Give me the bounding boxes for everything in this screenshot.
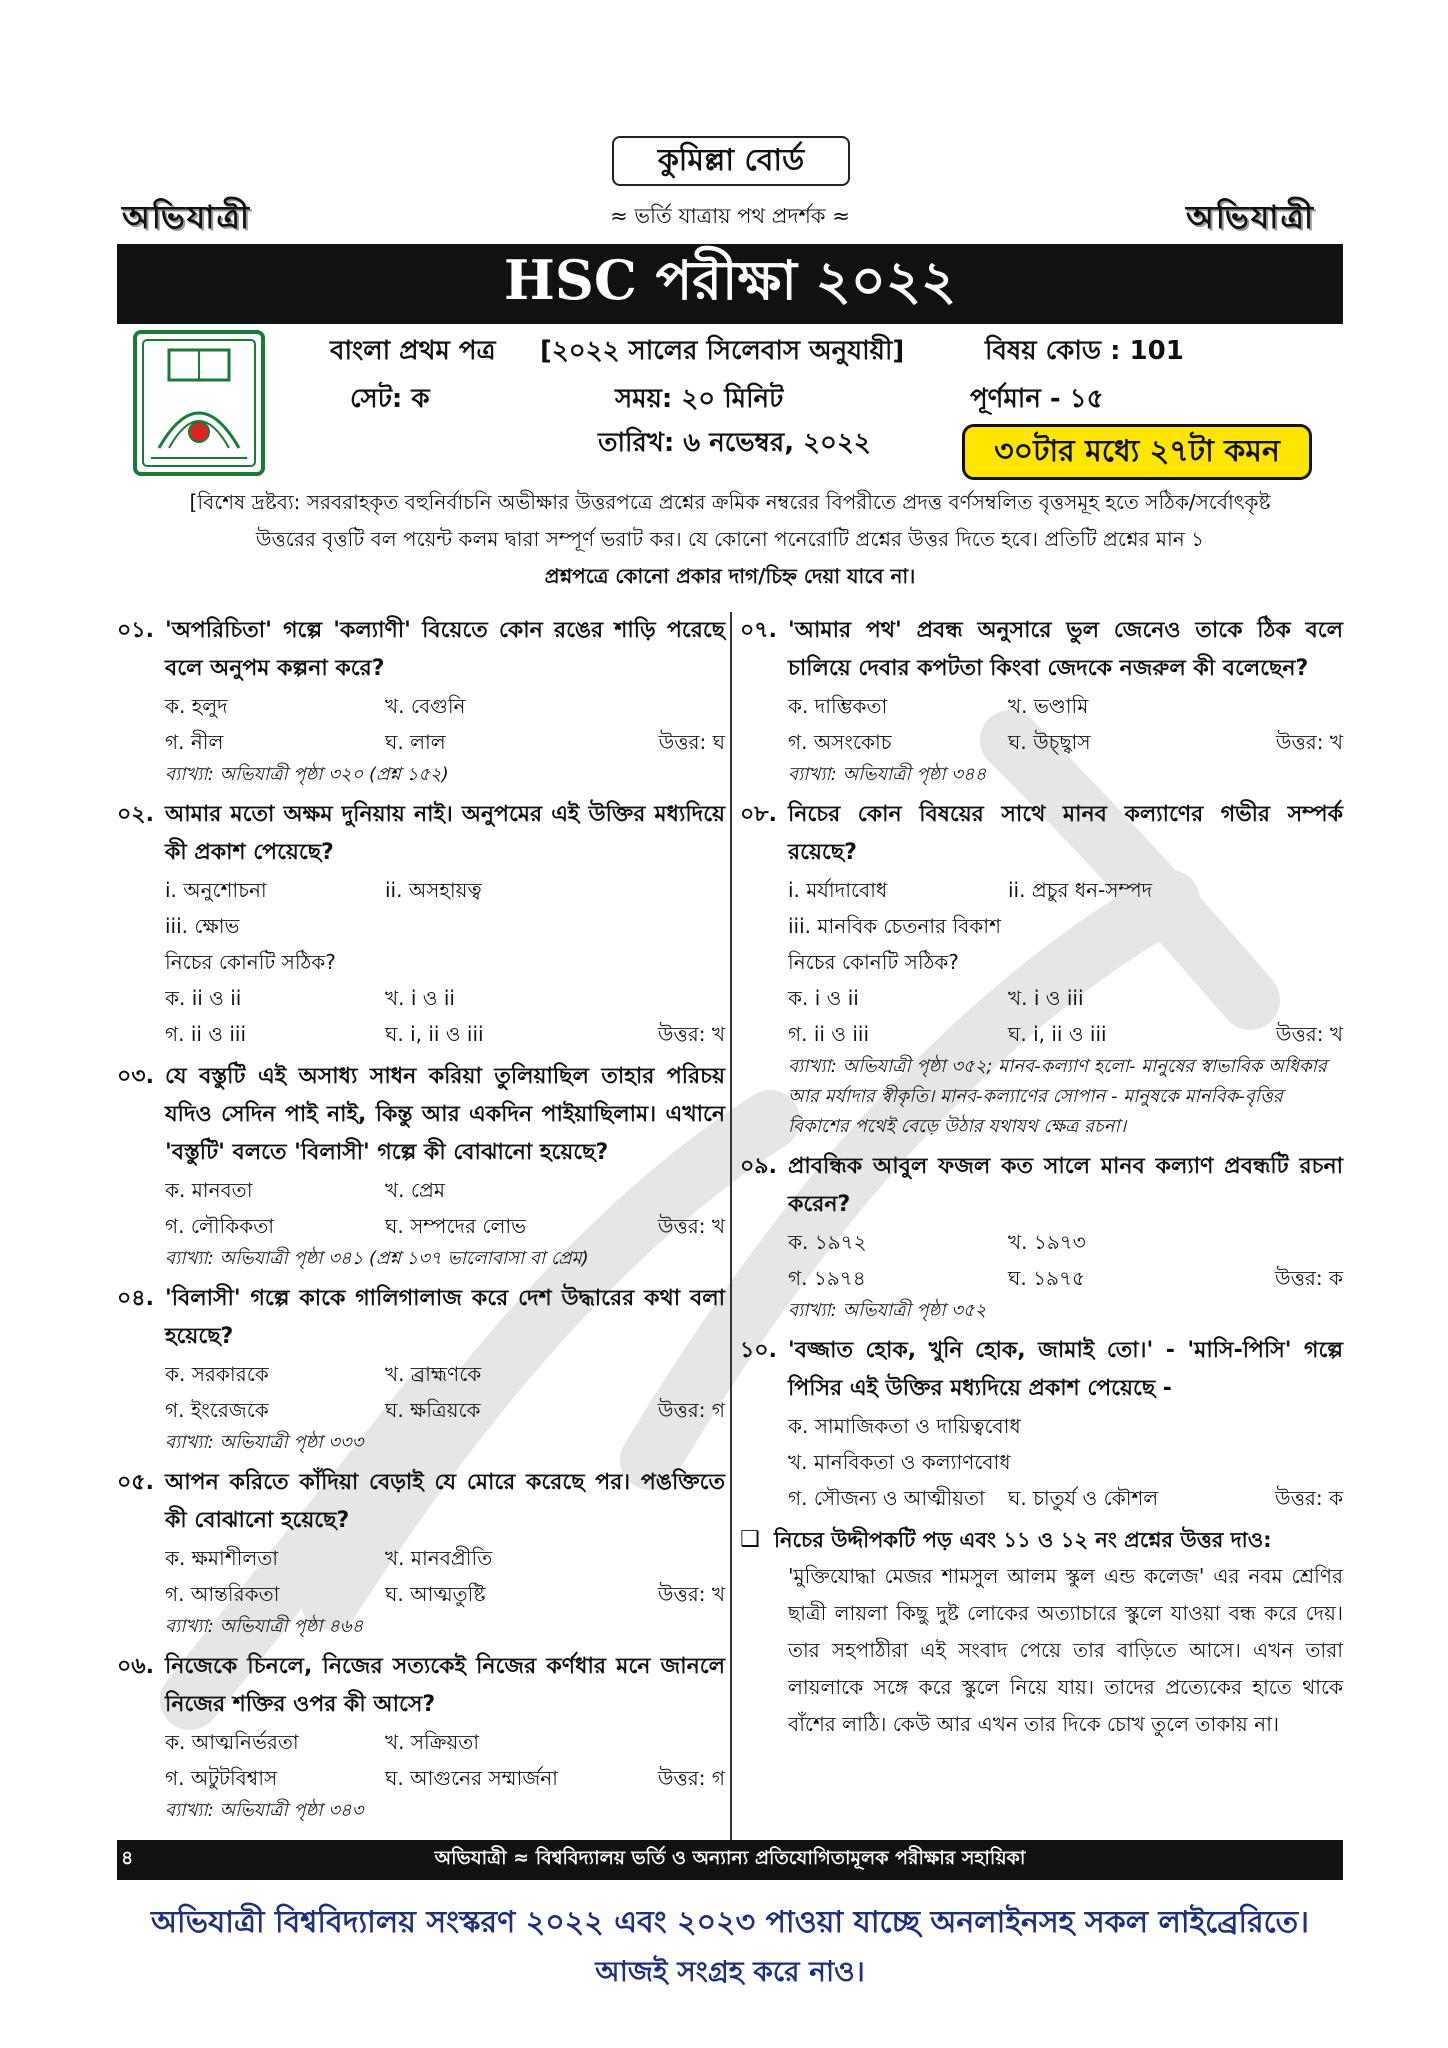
option: খ. বেগুনি: [385, 694, 466, 718]
explanation: ব্যাখ্যা: অভিযাত্রী পৃষ্ঠা ৩৫২; মানব-কল্যাণ হলো- মানুষের স্বাভাবিক অধিকার আর মর্যাদার স্বীকৃতি। মানব-কল্যাণের সোপান - মানুষকে মানবিক-বৃত্তির বিকাশের পথেই বেড়ে উঠার যথাযথ ক্ষেত্র রচনা।: [788, 1056, 1327, 1137]
option: ক. হলুদ: [165, 694, 228, 718]
question-item: [117, 1058, 725, 1274]
option: ঘ. আত্মতুষ্টি: [385, 1582, 486, 1606]
option: গ. লৌকিকতা: [165, 1214, 275, 1238]
question-number: ০৬.: [117, 1654, 154, 1679]
questions-left-column: [117, 612, 725, 1832]
answer-label: উত্তর: গ: [657, 1766, 725, 1790]
option: খ. ব্রাহ্মণকে: [385, 1362, 482, 1386]
option: খ. i ও ii: [385, 986, 455, 1010]
time-label: সময়: ২০ মিনিট: [615, 384, 784, 414]
explanation: ব্যাখ্যা: অভিযাত্রী পৃষ্ঠা ৩৪১ (প্রশ্ন ১৩৭ ভালোবাসা বা প্রেম): [165, 1248, 589, 1269]
option: ক. সামাজিকতা ও দায়িত্ববোধ: [788, 1414, 1021, 1438]
instruction-notice: [117, 484, 1343, 595]
full-marks: পূর্ণমান - ১৫: [970, 384, 1104, 414]
question-text: আপন করিতে কাঁদিয়া বেড়াই যে মোরে করেছে পর। পঙক্তিতে কী বোঝানো হয়েছে?: [165, 1470, 725, 1533]
question-number: ১০.: [740, 1338, 777, 1363]
explanation: ব্যাখ্যা: অভিযাত্রী পৃষ্ঠা ৩৪৩: [165, 1800, 364, 1821]
statement-item: iii. ক্ষোভ: [165, 914, 240, 938]
option: ঘ. চাতুর্য ও কৌশল: [1008, 1486, 1159, 1510]
prompt-text: নিচের কোনটি সঠিক?: [788, 950, 959, 974]
statement-item: ii. প্রচুর ধন-সম্পদ: [1008, 878, 1153, 902]
question-item: [117, 1648, 725, 1826]
option: খ. মানবিকতা ও কল্যাণবোধ: [788, 1450, 1011, 1474]
subject-code: বিষয় কোড : 101: [985, 336, 1184, 366]
board-seal-icon: [131, 328, 267, 478]
option: ক. সরকারকে: [165, 1362, 269, 1386]
explanation: ব্যাখ্যা: অভিযাত্রী পৃষ্ঠা ৩৫২: [788, 1300, 987, 1321]
answer-label: উত্তর: ক: [1275, 1486, 1343, 1510]
answer-label: উত্তর: খ: [1275, 730, 1343, 754]
option: গ. আন্তরিকতা: [165, 1582, 280, 1606]
question-item: [117, 1280, 725, 1458]
option: ঘ. ক্ষত্রিয়কে: [385, 1398, 481, 1422]
option: ক. ক্ষমাশীলতা: [165, 1546, 279, 1570]
brand-logo-right: অভিযাত্রী: [1186, 198, 1316, 236]
exam-title: HSC পরীক্ষা ২০২২: [503, 248, 957, 312]
option: ক. i ও ii: [788, 986, 859, 1010]
common-badge: ৩০টার মধ্যে ২৭টা কমন: [962, 424, 1312, 480]
question-text: 'অপরিচিতা' গল্পে 'কল্যাণী' বিয়েতে কোন রঙের শাড়ি পরেছে বলে অনুপম কল্পনা করে?: [165, 618, 725, 681]
question-text: 'আমার পথ' প্রবন্ধ অনুসারে ভুল জেনেও তাকে ঠিক বলে চালিয়ে দেবার কপটতা কিংবা জেদকে নজরুল কী বলেছেন?: [788, 618, 1343, 681]
statement-item: i. অনুশোচনা: [165, 878, 267, 902]
question-number: ০১.: [117, 618, 154, 643]
question-text: 'বজ্জাত হোক, খুনি হোক, জামাই তো।' - 'মাসি-পিসি' গল্পে পিসির এই উক্তির মধ্যদিয়ে প্রকাশ পেয়েছে -: [788, 1338, 1343, 1401]
explanation: ব্যাখ্যা: অভিযাত্রী পৃষ্ঠা ৩৩৩: [165, 1432, 364, 1453]
option: গ. ইংরেজকে: [165, 1398, 269, 1422]
option: ঘ. i, ii ও iii: [385, 1022, 484, 1046]
option: ঘ. আগুনের সম্মার্জনা: [385, 1766, 558, 1790]
question-item: [740, 1148, 1343, 1326]
stimulus-heading: [740, 1522, 1343, 1558]
option: ঘ. লাল: [385, 730, 446, 754]
option: ক. দাম্ভিকতা: [788, 694, 888, 718]
option: খ. প্রেম: [385, 1178, 445, 1202]
notice-line: প্রশ্নপত্রে কোনো প্রকার দাগ/চিহ্ন দেয়া যাবে না।: [544, 564, 916, 588]
statement-item: i. মর্যাদাবোধ: [788, 878, 888, 902]
promo-line: অভিযাত্রী বিশ্ববিদ্যালয় সংস্করণ ২০২২ এবং ২০২৩ পাওয়া যাচ্ছে অনলাইনসহ সকল লাইব্রেরিতে।: [151, 1905, 1309, 1940]
answer-label: উত্তর: খ: [1275, 1022, 1343, 1046]
question-number: ০৭.: [740, 618, 777, 643]
option: খ. ভণ্ডামি: [1008, 694, 1089, 718]
footer-bar: [117, 1840, 1343, 1880]
answer-label: উত্তর: ঘ: [658, 730, 725, 754]
question-item: [117, 612, 725, 790]
option: গ. ii ও iii: [165, 1022, 247, 1046]
option: ক. মানবতা: [165, 1178, 253, 1202]
question-text: আমার মতো অক্ষম দুনিয়ায় নাই। অনুপমের এই উক্তির মধ্যদিয়ে কী প্রকাশ পেয়েছে?: [165, 802, 725, 865]
option: ক. ii ও ii: [165, 986, 242, 1010]
question-text: প্রাবন্ধিক আবুল ফজল কত সালে মানব কল্যাণ প্রবন্ধটি রচনা করেন?: [788, 1154, 1343, 1217]
statement-item: ii. অসহায়ত্ব: [385, 878, 482, 902]
statement-item: iii. মানবিক চেতনার বিকাশ: [788, 914, 1001, 938]
brand-logo-left: অভিযাত্রী: [122, 198, 252, 236]
stimulus-passage: 'মুক্তিযোদ্ধা মেজর শামসুল আলম স্কুল এন্ড কলেজ' এর নবম শ্রেণির ছাত্রী লায়লা কিছু দুষ্ট লোকের অত্যাচারে স্কুলে যাওয়া বন্ধ করে দেয়। তার সহপাঠীরা এই সংবাদ পেয়ে তার বাড়িতে আসে। এখন তারা লায়লাকে সঙ্গে করে স্কুলে নিয়ে যায়। তাদের প্রত্যেকের হাতে থাকে বাঁশের লাঠি। কেউ আর এখন তার দিকে চোখ তুলে তাকায় না।: [788, 1564, 1343, 1736]
syllabus-note: [২০২২ সালের সিলেবাস অনুযায়ী]: [540, 336, 905, 366]
question-text: যে বস্তুটি এই অসাধ্য সাধন করিয়া তুলিয়াছিল তাহার পরিচয় যদিও সেদিন পাই নাই, কিন্তু আর একদিন পাইয়াছিলাম। এখানে 'বস্তুটি' বলতে 'বিলাসী' গল্পে কী বোঝানো হয়েছে?: [165, 1064, 725, 1165]
question-number: ০৫.: [117, 1470, 154, 1495]
question-text: নিচের কোন বিষয়ের সাথে মানব কল্যাণের গভীর সম্পর্ক রয়েছে?: [788, 802, 1343, 865]
page-number: ৪: [121, 1847, 134, 1869]
option: ঘ. i, ii ও iii: [1008, 1022, 1107, 1046]
option: ঘ. সম্পদের লোভ: [385, 1214, 527, 1238]
answer-label: উত্তর: গ: [657, 1398, 725, 1422]
subject-name: বাংলা প্রথম পত্র: [330, 336, 496, 366]
prompt-text: নিচের কোনটি সঠিক?: [165, 950, 336, 974]
question-item: [117, 1464, 725, 1642]
promo-line: আজই সংগ্রহ করে নাও।: [595, 1955, 865, 1988]
question-text: নিজেকে চিনলে, নিজের সত্যকেই নিজের কর্ণধার মনে জানলে নিজের শক্তির ওপর কী আসে?: [165, 1654, 725, 1717]
option: গ. ১৯৭৪: [788, 1266, 866, 1290]
option: খ. সক্রিয়তা: [385, 1730, 480, 1754]
stimulus-heading-text: নিচের উদ্দীপকটি পড় এবং ১১ ও ১২ নং প্রশ্নের উত্তর দাও:: [774, 1528, 1272, 1552]
option: খ. ১৯৭৩: [1008, 1230, 1086, 1254]
explanation: ব্যাখ্যা: অভিযাত্রী পৃষ্ঠা ৩৪৪: [788, 764, 987, 785]
column-divider: [730, 612, 732, 1842]
question-number: ০৩.: [117, 1064, 154, 1089]
exam-date: তারিখ: ৬ নভেম্বর, ২০২২: [598, 428, 871, 458]
question-item: [740, 1332, 1343, 1516]
answer-label: উত্তর: খ: [657, 1022, 725, 1046]
option: খ. i ও iii: [1008, 986, 1084, 1010]
option: গ. সৌজন্য ও আত্মীয়তা: [788, 1486, 985, 1510]
answer-label: উত্তর: খ: [657, 1582, 725, 1606]
option: ক. ১৯৭২: [788, 1230, 867, 1254]
question-number: ০৯.: [740, 1154, 777, 1179]
option: গ. অসংকোচ: [788, 730, 892, 754]
option: গ. অটুটবিশ্বাস: [165, 1766, 278, 1790]
explanation: ব্যাখ্যা: অভিযাত্রী পৃষ্ঠা ৪৬৪: [165, 1616, 364, 1637]
option: খ. মানবপ্রীতি: [385, 1546, 493, 1570]
tagline: ≈ ভর্তি যাত্রায় পথ প্রদর্শক ≈: [610, 204, 850, 228]
question-item: [740, 612, 1343, 790]
checkbox-icon: ❑: [740, 1527, 760, 1552]
exam-title-bar: [117, 244, 1343, 324]
question-text: 'বিলাসী' গল্পে কাকে গালিগালাজ করে দেশ উদ্ধারের কথা বলা হয়েছে?: [165, 1286, 725, 1349]
question-number: ০২.: [117, 802, 154, 827]
option: গ. নীল: [165, 730, 224, 754]
question-number: ০৮.: [740, 802, 777, 827]
board-title-box: কুমিল্লা বোর্ড: [612, 136, 850, 186]
question-item: [117, 796, 725, 1052]
option: ঘ. ১৯৭৫: [1008, 1266, 1086, 1290]
notice-line: [বিশেষ দ্রষ্টব্য: সরবরাহকৃত বহুনির্বাচনি অভীক্ষার উত্তরপত্রে প্রশ্নের ক্রমিক নম্বরের বিপরীতে প্রদত্ত বর্ণসম্বলিত বৃত্তসমূহ হতে সঠিক/সর্বোৎকৃষ্ট: [189, 490, 1271, 514]
question-number: ০৪.: [117, 1286, 154, 1311]
answer-label: উত্তর: খ: [657, 1214, 725, 1238]
question-item: [740, 796, 1343, 1142]
explanation: ব্যাখ্যা: অভিযাত্রী পৃষ্ঠা ৩২০ (প্রশ্ন ১৫২): [165, 764, 449, 785]
set-label: সেট: ক: [350, 384, 430, 414]
option: গ. ii ও iii: [788, 1022, 870, 1046]
notice-line: উত্তরের বৃত্তটি বল পয়েন্ট কলম দ্বারা সম্পূর্ণ ভরাট কর। যে কোনো পনেরোটি প্রশ্নের উত্তর দিতে হবে। প্রতিটি প্রশ্নের মান ১: [255, 527, 1205, 551]
answer-label: উত্তর: ক: [1275, 1266, 1343, 1290]
option: ক. আত্মনির্ভরতা: [165, 1730, 299, 1754]
footer-text: অভিযাত্রী ≈ বিশ্ববিদ্যালয় ভর্তি ও অন্যান্য প্রতিযোগিতামূলক পরীক্ষার সহায়িকা: [434, 1847, 1026, 1869]
questions-right-column: [740, 612, 1343, 1743]
option: ঘ. উচ্ছ্বাস: [1008, 730, 1091, 754]
